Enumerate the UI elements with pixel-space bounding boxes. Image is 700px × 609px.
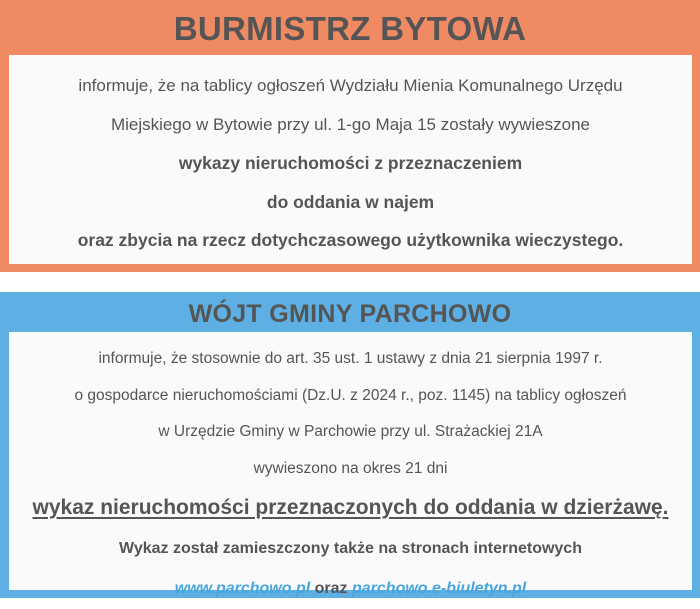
- notice-emphasis-line: do oddania w najem: [266, 191, 435, 212]
- notice-burmistrz-bytowa: [0, 0, 700, 272]
- notice-title: WÓJT GMINY PARCHOWO: [188, 300, 512, 328]
- notice-emphasis-line: Wykaz został zamieszczony także na stronach internetowych: [119, 540, 582, 557]
- notice-text-line: w Urzędzie Gminy w Parchowie przy ul. Strażackiej 21A: [158, 423, 543, 440]
- notice-text-line: informuje, że na tablicy ogłoszeń Wydziału Mienia Komunalnego Urzędu: [78, 76, 623, 95]
- notice-text-line: wywieszono na okres 21 dni: [253, 459, 448, 477]
- notice-wojt-gminy-parchowo: [0, 292, 700, 598]
- notice-body: [9, 55, 692, 264]
- notice-headline-underlined: wykaz nieruchomości przeznaczonych do oddania w dzierżawę.: [32, 496, 669, 519]
- websites-line: [9, 569, 692, 609]
- notice-emphasis-line: oraz zbycia na rzecz dotychczasowego użytkownika wieczystego.: [77, 230, 624, 250]
- link-e-biuletyn[interactable]: parchowo.e-biuletyn.pl: [352, 580, 527, 597]
- notice-text-line: o gospodarce nieruchomościami (Dz.U. z 2024 r., poz. 1145) na tablicy ogłoszeń: [74, 386, 627, 404]
- notice-body: [9, 332, 692, 597]
- link-parchowo[interactable]: www.parchowo.pl: [174, 580, 311, 597]
- notice-text-line: Miejskiego w Bytowie przy ul. 1-go Maja 15 zostały wywieszone: [110, 114, 591, 134]
- conjunction: oraz: [314, 580, 348, 597]
- notice-title: BURMISTRZ BYTOWA: [173, 10, 527, 47]
- notice-text-line: informuje, że stosownie do art. 35 ust. 1 ustawy z dnia 21 sierpnia 1997 r.: [98, 350, 603, 367]
- notice-emphasis-line: wykazy nieruchomości z przeznaczeniem: [178, 153, 523, 173]
